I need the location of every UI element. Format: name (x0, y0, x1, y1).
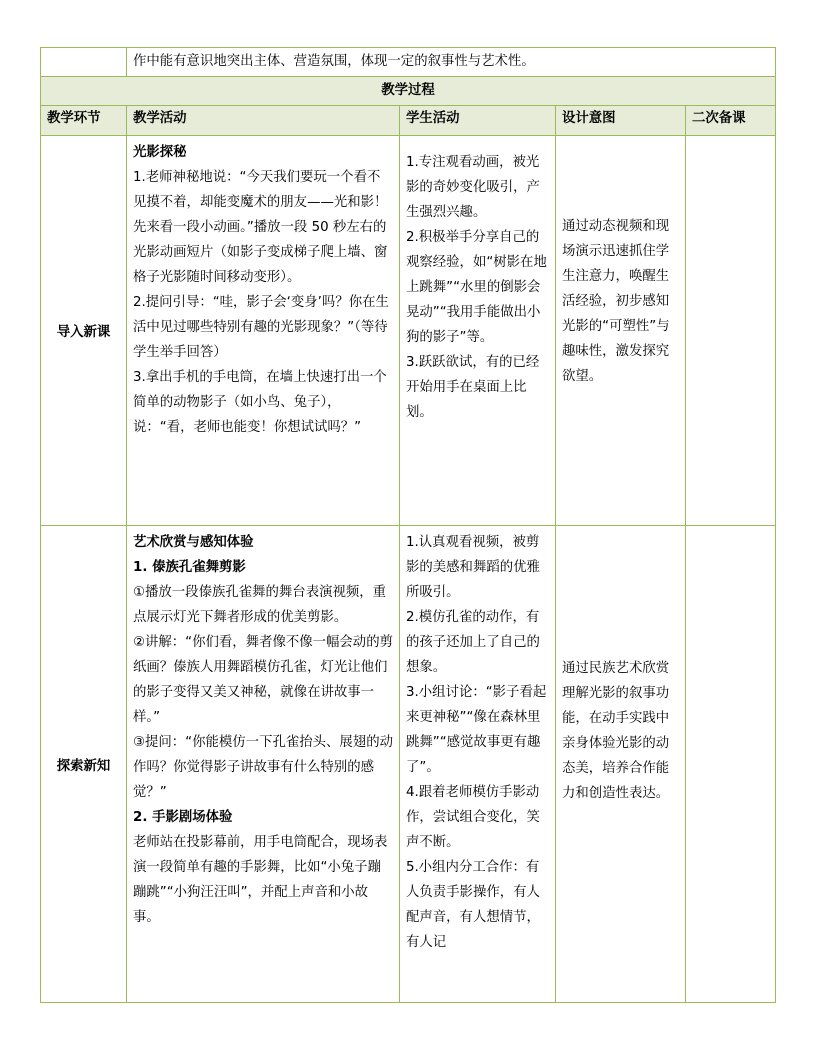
stage-label: 探索新知 (41, 526, 127, 1003)
activity-item: ①播放一段傣族孔雀舞的舞台表演视频，重点展示灯光下舞者形成的优美剪影。 (133, 585, 387, 625)
student-item: 2.模仿孔雀的动作，有的孩子还加上了自己的想象。 (406, 610, 540, 675)
lesson-plan-table (40, 47, 776, 1003)
activity-title: 艺术欣赏与感知体验 (133, 535, 254, 550)
second-prep-cell (686, 526, 776, 1003)
student-item: 1.认真观看视频，被剪影的美感和舞蹈的优雅所吸引。 (406, 535, 540, 600)
activity-item: 1.老师神秘地说：“今天我们要玩一个看不见摸不着，却能变魔术的朋友——光和影！先来看一段小动画。”播放一段 50 秒左右的光影动画短片（如影子变成梯子爬上墙、窗格子光影随时间移动变形）。 (133, 170, 388, 285)
header-second (686, 106, 776, 136)
activity-subtitle: 2. 手影剧场体验 (133, 810, 233, 825)
activity-cell (127, 136, 400, 526)
table-row (41, 136, 776, 526)
top-row (41, 48, 776, 77)
student-item: 4.跟着老师模仿手影动作，尝试组合变化，笑声不断。 (406, 785, 540, 850)
activity-cell (127, 526, 400, 1003)
student-item: 3.小组讨论：“影子看起来更神秘”“像在森林里跳舞”“感觉故事更有趣了”。 (406, 685, 547, 775)
header-intent-label: 设计意图 (562, 111, 616, 126)
top-row-text: 作中能有意识地突出主体、营造氛围，体现一定的叙事性与艺术性。 (133, 54, 535, 69)
header-stage (41, 106, 127, 136)
activity-item: 3.拿出手机的手电筒，在墙上快速打出一个简单的动物影子（如小鸟、兔子），说：“看，老师也能变！你想试试吗？” (133, 370, 387, 435)
top-row-empty-cell (41, 48, 127, 77)
header-student-label: 学生活动 (406, 111, 460, 126)
intent-text: 通过动态视频和现场演示迅速抓住学生注意力，唤醒生活经验，初步感知光影的“可塑性”与趣味性，激发探究欲望。 (562, 219, 670, 384)
header-student (400, 106, 556, 136)
student-cell (400, 136, 556, 526)
activity-subtitle: 1. 傣族孔雀舞剪影 (133, 560, 246, 575)
student-item: 3.跃跃欲试，有的已经开始用手在桌面上比划。 (406, 355, 540, 420)
top-row-cell (127, 48, 776, 77)
activity-item: ②讲解：“你们看，舞者像不像一幅会动的剪纸画？傣族人用舞蹈模仿孔雀，灯光让他们的影子变得又美又神秘，就像在讲故事一样。” (133, 635, 393, 725)
activity-item: 2.提问引导：“哇，影子会‘变身’吗？你在生活中见过哪些特别有趣的光影现象？”（等待学生举手回答） (133, 295, 389, 360)
student-item: 5.小组内分工合作：有人负责手影操作，有人配声音，有人想情节，有人记 (406, 860, 540, 950)
activity-title: 光影探秘 (133, 145, 187, 160)
stage-label: 导入新课 (41, 136, 127, 526)
student-cell (400, 526, 556, 1003)
student-item: 2.积极举手分享自己的观察经验，如“树影在地上跳舞”“水里的倒影会晃动”“我用手能做出小狗的影子”等。 (406, 230, 547, 345)
header-activity-label: 教学活动 (133, 111, 187, 126)
header-second-label: 二次备课 (692, 111, 746, 126)
section-title-row (41, 77, 776, 106)
header-activity (127, 106, 400, 136)
header-stage-label: 教学环节 (47, 111, 101, 126)
section-title: 教学过程 (41, 77, 776, 106)
second-prep-cell (686, 136, 776, 526)
intent-cell (556, 136, 686, 526)
activity-item: 老师站在投影幕前，用手电筒配合，现场表演一段简单有趣的手影舞，比如“小兔子蹦蹦跳”“小狗汪汪叫”，并配上声音和小故事。 (133, 835, 388, 925)
table-row (41, 526, 776, 1003)
header-intent (556, 106, 686, 136)
intent-cell (556, 526, 686, 1003)
intent-text: 通过民族艺术欣赏理解光影的叙事功能，在动手实践中亲身体验光影的动态美，培养合作能力和创造性表达。 (562, 661, 670, 801)
header-row (41, 106, 776, 136)
activity-item: ③提问：“你能模仿一下孔雀抬头、展翅的动作吗？你觉得影子讲故事有什么特别的感觉？” (133, 735, 393, 800)
student-item: 1.专注观看动画，被光影的奇妙变化吸引，产生强烈兴趣。 (406, 155, 540, 220)
